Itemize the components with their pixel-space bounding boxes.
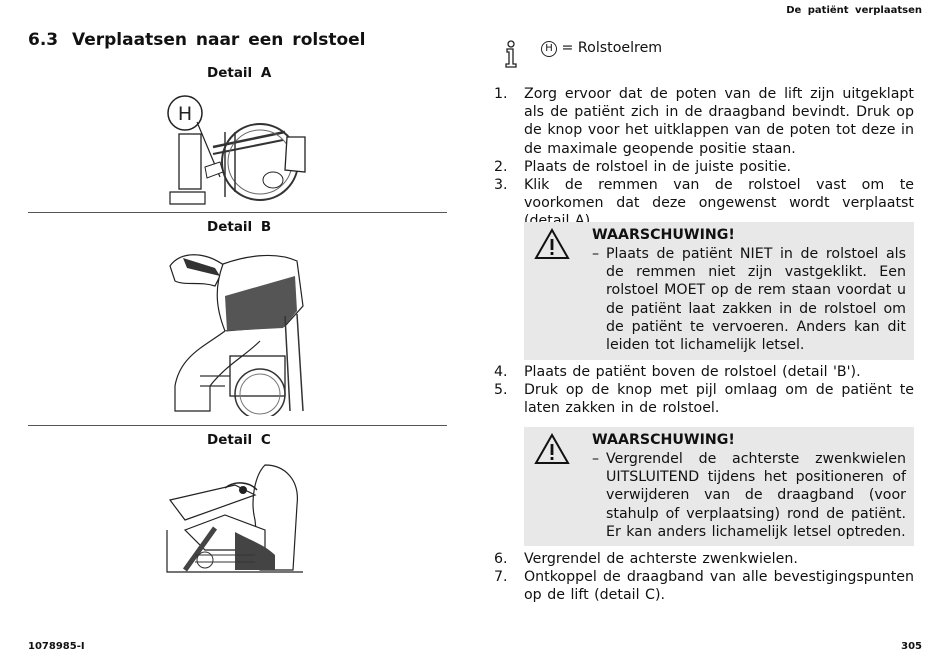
list-item: 3. Klik de remmen van de rolstoel vast om te voorkomen dat deze ongewenst wordt verplaatst bbox=[494, 177, 914, 212]
steps-list-1 bbox=[494, 85, 914, 231]
section-title-text: Verplaatsen naar een rolstoel bbox=[72, 30, 366, 50]
warning-title: WAARSCHUWING! bbox=[592, 432, 735, 448]
brake-symbol: H bbox=[541, 41, 557, 57]
list-item: 5. Druk op de knop met pijl omlaag om de patiënt te laten zakken in de rolstoel. bbox=[494, 382, 914, 417]
detail-a-illustration bbox=[165, 92, 310, 207]
divider bbox=[28, 425, 447, 426]
list-item: 2. Plaats de rolstoel in de juiste positie. bbox=[494, 158, 792, 175]
list-item: 1. Zorg ervoor dat de poten van de lift zijn uitgeklapt als de patiënt zich in de draagband bevindt. Druk op de knop voor het uitklappen van de poten tot deze in de maximale geopende positie staan. bbox=[494, 86, 914, 157]
detail-c-illustration bbox=[165, 460, 305, 575]
page-number: 305 bbox=[901, 641, 922, 652]
warning-text: – Plaats de patiënt NIET in de rolstoel als de remmen niet zijn vastgeklikt. Een rolstoel MOET op de rem staan voordat u de patiënt laat zakken in de rolstoel om de patiënt te vervoeren. Anders kan dit leiden tot lichamelijk letsel. bbox=[592, 246, 906, 354]
brake-legend bbox=[541, 40, 662, 57]
document-number: 1078985-I bbox=[28, 641, 85, 652]
steps-list-3 bbox=[494, 550, 914, 605]
warning-box bbox=[524, 427, 914, 546]
detail-b-illustration bbox=[165, 246, 307, 416]
warning-box bbox=[524, 222, 914, 360]
brake-marker: H bbox=[177, 103, 193, 125]
steps-list-2 bbox=[494, 363, 914, 418]
chapter-header: De patiënt verplaatsen bbox=[786, 5, 922, 16]
detail-a-label: Detail A bbox=[207, 65, 272, 81]
detail-c-label: Detail C bbox=[207, 432, 271, 448]
section-number: 6.3 bbox=[28, 30, 59, 50]
warning-text: – Vergrendel de achterste zwenkwielen UITSLUITEND tijdens het positioneren of verwijderen van de draagband (voor stahulp of verplaatsing) rond de patiënt. Er kan anders lichamelijk letsel optreden. bbox=[592, 451, 906, 540]
list-item: 6. Vergrendel de achterste zwenkwielen. bbox=[494, 551, 798, 567]
list-item: 7. Ontkoppel de draagband van alle bevestigingspunten op de lift (detail C). bbox=[494, 569, 914, 604]
section-title bbox=[28, 30, 365, 50]
warning-title: WAARSCHUWING! bbox=[592, 227, 735, 243]
brake-legend-text: = Rolstoelrem bbox=[561, 40, 663, 56]
list-item: 4. Plaats de patiënt boven de rolstoel (detail 'B'). bbox=[494, 364, 861, 380]
warning-triangle-icon bbox=[534, 433, 570, 465]
detail-b-label: Detail B bbox=[207, 219, 272, 235]
info-icon bbox=[500, 39, 520, 73]
warning-triangle-icon bbox=[534, 228, 570, 260]
divider bbox=[28, 212, 447, 213]
